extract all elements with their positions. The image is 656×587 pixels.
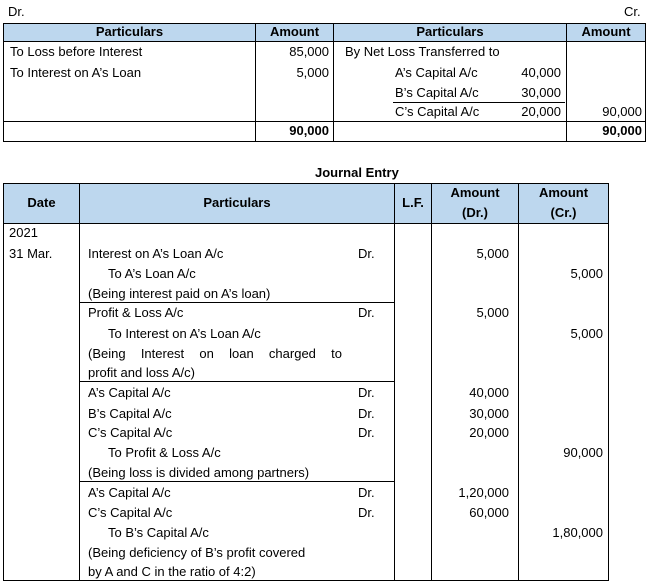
- journal-header-amount-dr: Amount: [450, 185, 500, 200]
- journal-amount-cr: 90,000: [563, 445, 603, 460]
- ledger-credit-subamount: 40,000: [521, 65, 561, 80]
- ledger-header-amount-left: Amount: [269, 24, 320, 39]
- journal-narration: by A and C in the ratio of 4:2): [88, 564, 256, 579]
- journal-amount-dr: 1,20,000: [458, 485, 509, 500]
- ledger-debit-particulars: To Loss before Interest: [10, 44, 143, 59]
- journal-account-debit: Profit & Loss A/c: [88, 305, 184, 320]
- journal-amount-dr: 30,000: [469, 406, 509, 421]
- ledger-credit-heading: By Net Loss Transferred to: [345, 44, 500, 59]
- journal-dr-marker: Dr.: [358, 385, 375, 400]
- journal-account-credit: To A’s Loan A/c: [108, 266, 196, 281]
- journal-narration: (Being deficiency of B’s profit covered: [88, 545, 306, 560]
- journal-amount-dr: 5,000: [476, 246, 509, 261]
- journal-amount-cr: 1,80,000: [552, 525, 603, 540]
- journal-year: 2021: [9, 225, 38, 240]
- journal-header-particulars: Particulars: [203, 195, 271, 210]
- journal-account-credit: To B’s Capital A/c: [108, 525, 209, 540]
- journal-header-date: Date: [27, 195, 56, 210]
- journal-account-debit: C’s Capital A/c: [88, 425, 173, 440]
- journal-header-amount-cr: Amount: [538, 185, 589, 200]
- journal-account-credit: To Interest on A’s Loan A/c: [108, 326, 261, 341]
- journal-header-amount-cr-sub: (Cr.): [550, 205, 577, 220]
- ledger-debit-amount: 85,000: [289, 44, 329, 59]
- journal-account-debit: A’s Capital A/c: [88, 485, 171, 500]
- ledger-header-amount-right: Amount: [581, 24, 631, 39]
- journal-account-debit: B’s Capital A/c: [88, 406, 172, 421]
- journal-dr-marker: Dr.: [358, 485, 375, 500]
- ledger-header-particulars-left: Particulars: [95, 24, 164, 39]
- journal-amount-dr: 40,000: [469, 385, 509, 400]
- journal-dr-marker: Dr.: [358, 505, 375, 520]
- entry-separator: [79, 381, 395, 382]
- ledger-credit-subamount: 30,000: [521, 85, 561, 100]
- ledger-total-right: 90,000: [602, 123, 642, 138]
- journal-amount-dr: 60,000: [469, 505, 509, 520]
- ledger-credit-subamount: 20,000: [521, 104, 561, 119]
- journal-dr-marker: Dr.: [358, 305, 375, 320]
- ledger-credit-account: C’s Capital A/c: [395, 104, 480, 119]
- journal-narration: (Being interest paid on A’s loan): [88, 286, 271, 301]
- ledger-total-left: 90,000: [289, 123, 329, 138]
- journal-account-debit: A’s Capital A/c: [88, 385, 171, 400]
- journal-amount-cr: 5,000: [570, 326, 603, 341]
- ledger-debit-amount: 5,000: [296, 65, 329, 80]
- entry-separator: [79, 481, 395, 482]
- ledger-credit-account: B’s Capital A/c: [395, 85, 479, 100]
- journal-dr-marker: Dr.: [358, 406, 375, 421]
- ledger-credit-amount: 90,000: [602, 104, 642, 119]
- journal-account-credit: To Profit & Loss A/c: [108, 445, 221, 460]
- journal-title: Journal Entry: [315, 165, 399, 180]
- dr-label: Dr.: [8, 4, 25, 19]
- journal-amount-dr: 5,000: [476, 305, 509, 320]
- ledger-header-particulars-right: Particulars: [416, 24, 484, 39]
- journal-amount-cr: 5,000: [570, 266, 603, 281]
- journal-header-amount-dr-sub: (Dr.): [462, 205, 488, 220]
- journal-amount-dr: 20,000: [469, 425, 509, 440]
- journal-narration: profit and loss A/c): [88, 365, 195, 380]
- journal-dr-marker: Dr.: [358, 246, 375, 261]
- cr-label: Cr.: [624, 4, 641, 19]
- journal-account-debit: Interest on A’s Loan A/c: [88, 246, 224, 261]
- credit-subtotal-rule: [393, 102, 565, 103]
- journal-date: 31 Mar.: [9, 246, 53, 261]
- entry-separator: [79, 302, 395, 303]
- journal-dr-marker: Dr.: [358, 425, 375, 440]
- journal-narration: (Being loss is divided among partners): [88, 465, 310, 480]
- ledger-debit-particulars: To Interest on A’s Loan: [10, 65, 142, 80]
- journal-header-lf: L.F.: [402, 195, 424, 210]
- ledger-credit-account: A’s Capital A/c: [395, 65, 478, 80]
- journal-narration: (Being Interest on loan charged to: [88, 346, 342, 361]
- journal-account-debit: C’s Capital A/c: [88, 505, 173, 520]
